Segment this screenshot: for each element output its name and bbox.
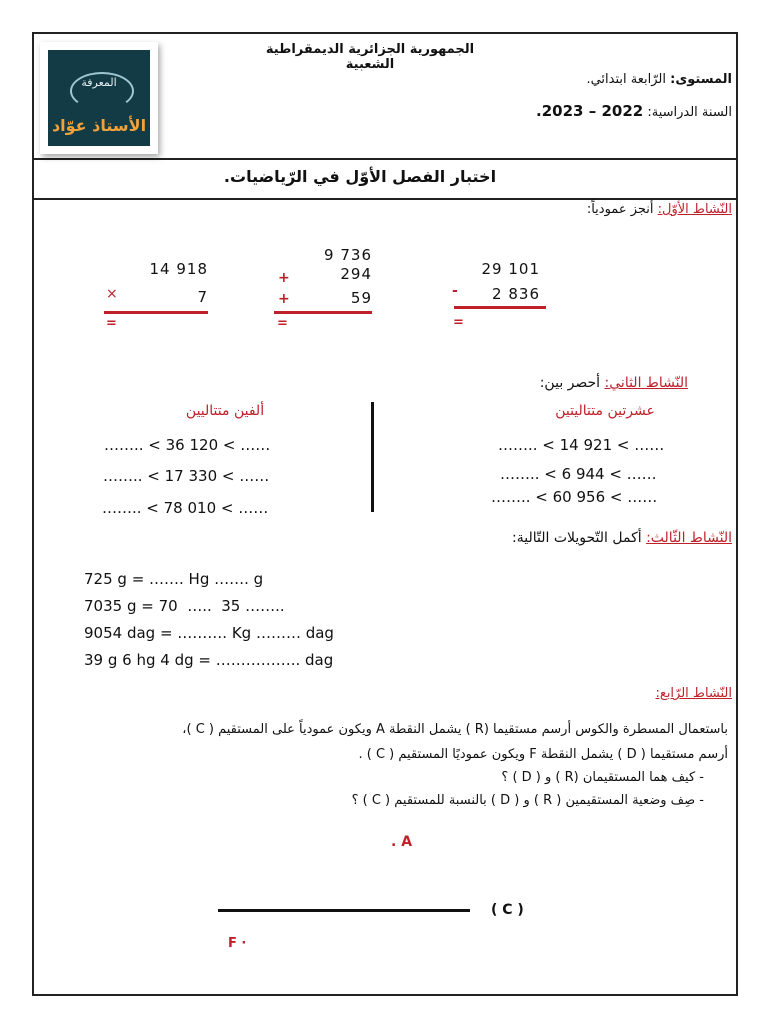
mult-top: 14 918: [149, 260, 208, 278]
activity3-instruction: أكمل التّحويلات التّالية:: [512, 530, 642, 546]
exam-title: اختبار الفصل الأوّل في الرّياضيات.: [223, 167, 497, 186]
sub-top: 29 101: [481, 260, 540, 278]
activity4-line1: باستعمال المسطرة والكوس أرسم مستقيما (R ) يشمل النقطة A ويكون عمودياً على المستقيم ( C )،: [182, 722, 728, 737]
level-label: المستوى:: [670, 72, 732, 87]
mult-equals: =: [106, 316, 117, 331]
add-line2: 294: [340, 265, 372, 283]
line-c: [218, 909, 470, 912]
left-row-1: …….. < 36 120 < ……: [104, 436, 271, 454]
line-c-label: ( C ): [491, 902, 524, 918]
add-equals: =: [277, 316, 288, 331]
header-divider: [32, 158, 738, 160]
sub-equals: =: [453, 315, 464, 330]
conversion-row-2: 7035 g = 70 ….. 35 ……..: [84, 597, 285, 615]
republic-heading: الجمهورية الجزائرية الديمقراطية الشعبية: [265, 42, 475, 72]
logo-bottom-text: الأستاذ عوّاد: [51, 116, 147, 135]
sub-rule: [454, 306, 546, 309]
logo-badge: [48, 50, 150, 146]
activity1-label: النّشاط الأوّل:: [657, 202, 732, 217]
level-line: [492, 72, 732, 87]
conversion-row-4: 39 g 6 hg 4 dg = …………….. dag: [84, 651, 334, 669]
activity2-separator: [371, 402, 374, 512]
sub-bottom: 2 836: [492, 285, 540, 303]
activity2-left-heading: ألفين متتاليين: [185, 403, 265, 419]
add-line1: 9 736: [324, 246, 372, 264]
right-row-3: …….. < 60 956 < ……: [491, 488, 658, 506]
activity2-label: النّشاط الثاني:: [604, 375, 688, 391]
activity2-right-heading: عشرتين متتاليتين: [555, 403, 655, 419]
activity1-heading: [432, 202, 732, 217]
point-f: F ·: [228, 936, 247, 951]
activity3-label: النّشاط الثّالث:: [646, 530, 732, 546]
activity2-instruction: أحصر بين:: [539, 375, 601, 391]
year-label: السنة الدراسية:: [647, 105, 732, 120]
activity2-heading: [388, 375, 688, 391]
add-operator-2: +: [278, 291, 290, 307]
add-operator-1: +: [278, 270, 290, 286]
activity1-instruction: أنجز عمودياً:: [586, 202, 654, 217]
conversion-row-3: 9054 dag = ………. Kg ……… dag: [84, 624, 334, 642]
logo-top-text: المعرفة: [81, 76, 117, 89]
mult-bottom: 7: [197, 288, 208, 306]
sub-operator: -: [452, 283, 458, 299]
activity4-line2: أرسم مستقيما ( D ) يشمل النقطة F ويكون عموديًا المستقيم ( C ) .: [358, 747, 728, 762]
right-row-2: …….. < 6 944 < ……: [500, 465, 657, 483]
conversion-row-1: 725 g = ……. Hg ……. g: [84, 570, 264, 588]
level-value: الرّابعة ابتدائي.: [586, 72, 666, 87]
title-divider: [32, 198, 738, 200]
mult-operator: ×: [106, 286, 118, 302]
year-line: [492, 102, 732, 120]
point-a: . A: [391, 834, 413, 850]
mult-rule: [104, 311, 208, 314]
left-row-3: …….. < 78 010 < ……: [102, 499, 269, 517]
activity3-heading: [432, 530, 732, 546]
year-value: 2022 – 2023.: [536, 102, 644, 120]
logo: [40, 42, 158, 154]
add-rule: [274, 311, 372, 314]
add-line3: 59: [350, 289, 372, 307]
activity4-question2: - صِف وضعية المستقيمين ( R ) و ( D ) بالنسبة للمستقيم ( C ) ؟: [351, 793, 704, 808]
left-row-2: …….. < 17 330 < ……: [103, 467, 270, 485]
activity4-label: النّشاط الرّابع:: [655, 686, 732, 701]
activity4-question1: - كيف هما المستقيمان (R ) و ( D ) ؟: [501, 770, 704, 785]
right-row-1: …….. < 14 921 < ……: [498, 436, 665, 454]
